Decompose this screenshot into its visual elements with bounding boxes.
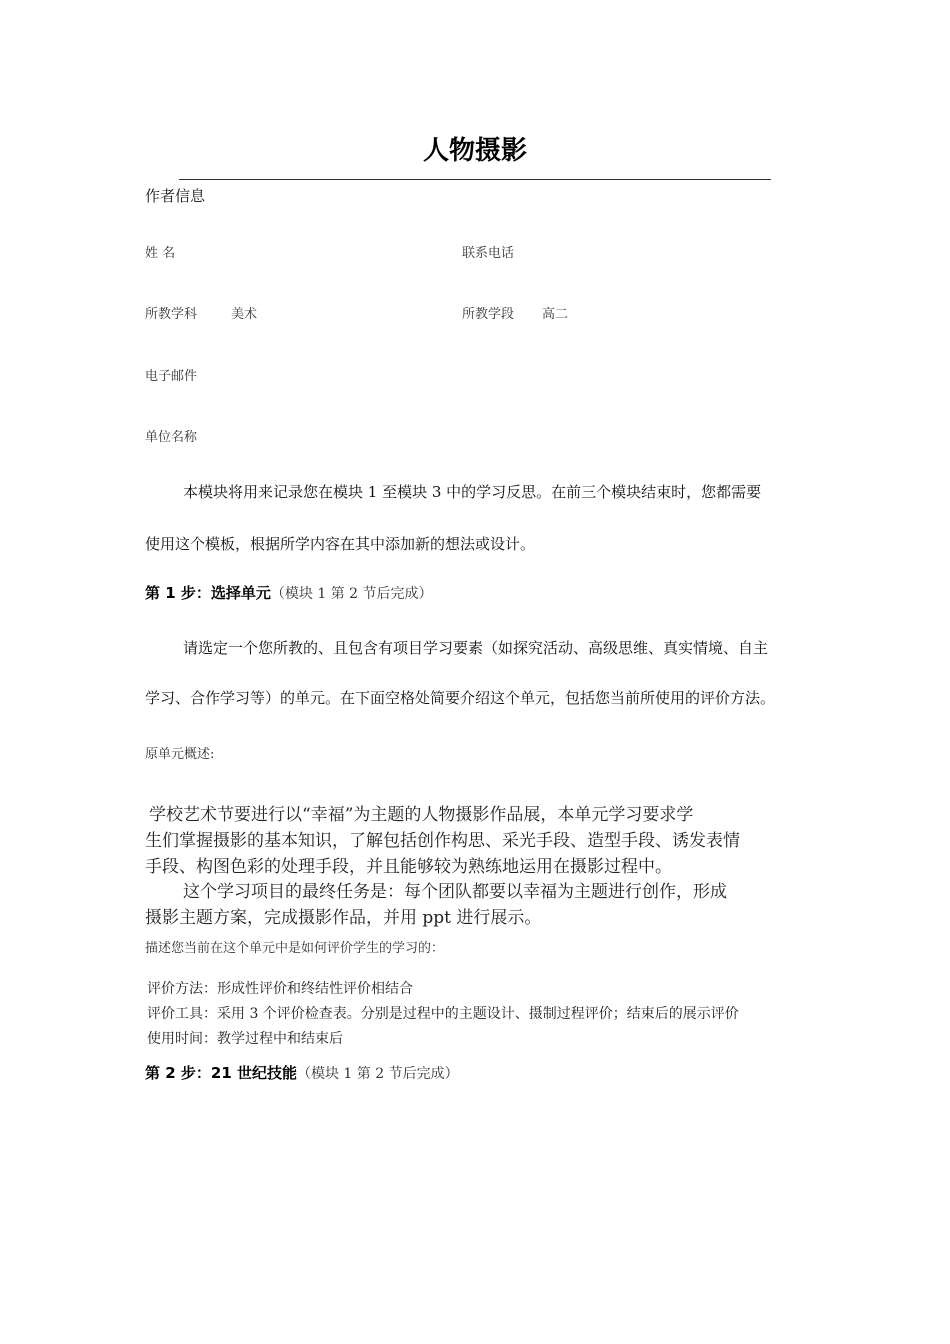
assessment-line-1: 评价方法：形成性评价和终结性评价相结合	[147, 981, 413, 997]
subject-label: 所教学科	[145, 307, 198, 322]
step1-heading-note: （模块 1 第 2 节后完成）	[270, 586, 433, 602]
step2-heading	[145, 1062, 459, 1083]
step1-heading-bold: 第 1 步：选择单元	[145, 584, 271, 602]
name-label: 姓 名	[145, 246, 176, 261]
overview-line-3: 手段、构图色彩的处理手段，并且能够较为熟练地运用在摄影过程中。	[145, 857, 672, 877]
subject-value: 美术	[231, 307, 258, 322]
grade-value: 高二	[542, 307, 569, 322]
step2-heading-bold: 第 2 步：21 世纪技能	[145, 1064, 297, 1082]
email-label: 电子邮件	[145, 369, 198, 384]
step1-heading	[145, 582, 433, 603]
step1-instruction-line-1: 请选定一个您所教的、且包含有项目学习要素（如探究活动、高级思维、真实情境、自主	[183, 639, 769, 657]
assessment-line-2: 评价工具：采用 3 个评价检查表。分别是过程中的主题设计、摄制过程评价；结束后的展示评价	[147, 1006, 739, 1022]
assessment-label: 描述您当前在这个单元中是如何评价学生的学习的：	[145, 941, 445, 956]
intro-line-1: 本模块将用来记录您在模块 1 至模块 3 中的学习反思。在前三个模块结束时，您都需要	[183, 483, 762, 501]
overview-line-5: 摄影主题方案，完成摄影作品，并用 ppt 进行展示。	[145, 908, 542, 928]
overview-line-2: 生们掌握摄影的基本知识，了解包括创作构思、采光手段、造型手段、诱发表情	[145, 831, 740, 851]
step2-heading-note: （模块 1 第 2 节后完成）	[296, 1066, 459, 1082]
title-divider	[179, 179, 771, 180]
overview-line-1: 学校艺术节要进行以“幸福”为主题的人物摄影作品展，本单元学习要求学	[149, 805, 694, 825]
overview-label: 原单元概述:	[145, 747, 215, 762]
step1-instruction-line-2: 学习、合作学习等）的单元。在下面空格处简要介绍这个单元，包括您当前所使用的评价方法。	[145, 689, 776, 707]
page-title: 人物摄影	[422, 136, 527, 166]
intro-line-2: 使用这个模板，根据所学内容在其中添加新的想法或设计。	[145, 535, 536, 553]
phone-label: 联系电话	[462, 246, 515, 261]
grade-label: 所教学段	[462, 307, 515, 322]
assessment-line-3: 使用时间：教学过程中和结束后	[147, 1031, 343, 1047]
author-info-heading: 作者信息	[145, 187, 206, 205]
overview-line-4: 这个学习项目的最终任务是：每个团队都要以幸福为主题进行创作，形成	[183, 882, 727, 902]
school-label: 单位名称	[145, 430, 198, 445]
